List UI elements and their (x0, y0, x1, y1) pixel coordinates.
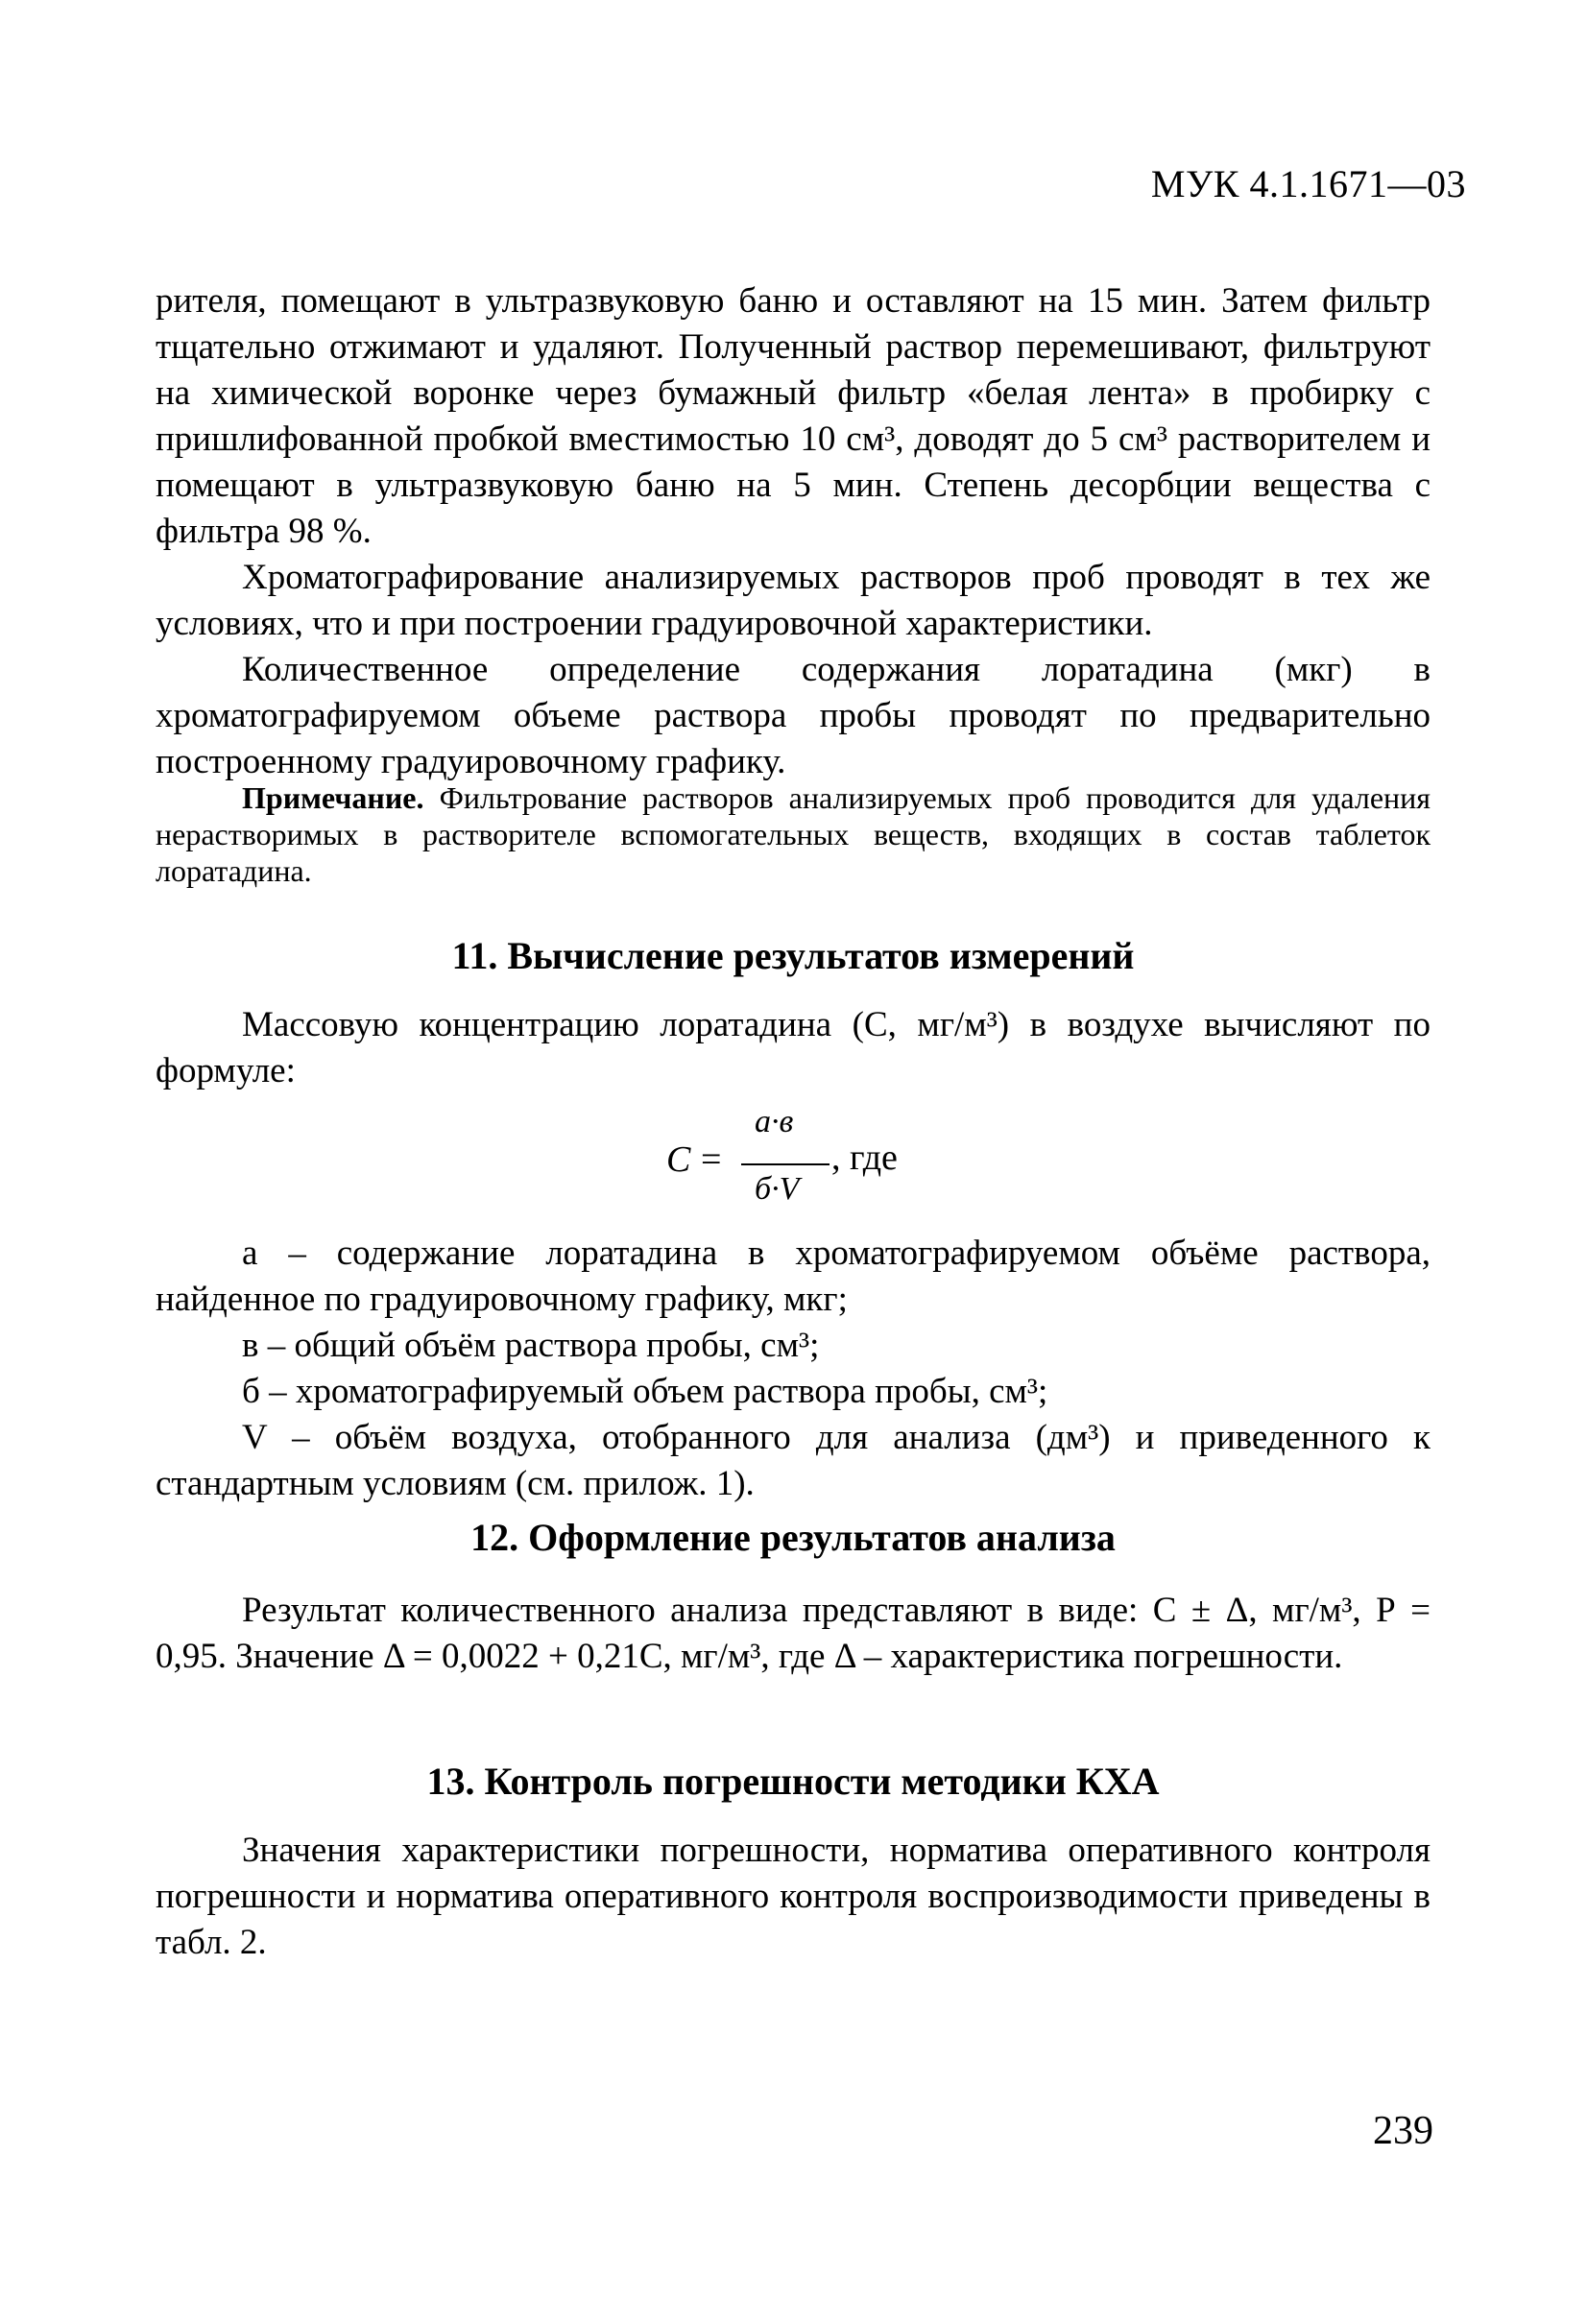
definition-volume: V – объём воздуха, отобранного для анализа (дм³) и приведенного к стандартным условиям (см. прилож. 1). (156, 1418, 1431, 1503)
definition-v: в – общий объём раствора пробы, см³; (242, 1326, 820, 1365)
top-paragraphs (156, 278, 1431, 785)
definition-b: б – хроматографируемый объем раствора пробы, см³; (242, 1372, 1048, 1411)
section-11-title: 11. Вычисление результатов измерений (451, 934, 1135, 977)
section-11-intro: Массовую концентрацию лоратадина (С, мг/м³) в воздухе вычисляют по формуле: (156, 1005, 1431, 1090)
section-11-intro-block (156, 1002, 1431, 1094)
formula-denominator: б·V (755, 1171, 800, 1207)
formula-equals: = (701, 1139, 722, 1180)
note-block (156, 779, 1431, 889)
note-label: Примечание. (242, 780, 424, 815)
definition-a: а – содержание лоратадина в хроматографируемом объёме раствора, найденное по градуировочному графику, мкг; (156, 1234, 1431, 1319)
paragraph-quantification: Количественное определение содержания лоратадина (мкг) в хроматографируемом объеме раствора пробы проводят по предварительно построенному градуировочному графику. (156, 650, 1431, 781)
note-text: Фильтрование растворов анализируемых проб проводится для удаления нерастворимых в растворителе вспомогательных веществ, входящих в состав таблеток лоратадина. (156, 780, 1431, 888)
paragraph-continuation: рителя, помещают в ультразвуковую баню и оставляют на 15 мин. Затем фильтр тщательно отжимают и удаляют. Полученный раствор перемешивают, фильтруют на химической воронке через бумажный фильтр «белая лента» в пробирку с пришлифованной пробкой вместимостью 10 см³, доводят до 5 см³ растворителем и помещают в ультразвуковую баню на 5 мин. Степень десорбции вещества с фильтра 98 %. (156, 281, 1431, 551)
section-12-title: 12. Оформление результатов анализа (470, 1516, 1116, 1559)
section-12-text: Результат количественного анализа представляют в виде: С ± Δ, мг/м³, Р = 0,95. Значение Δ = 0,0022 + 0,21С, мг/м³, где Δ – характеристика погрешности. (156, 1591, 1431, 1676)
fraction-bar (741, 1163, 830, 1165)
document-code-header: МУК 4.1.1671—03 (1150, 162, 1466, 205)
formula-lhs: C (666, 1139, 691, 1180)
formula-definitions (156, 1231, 1431, 1507)
page-number: 239 (1373, 2109, 1433, 2153)
section-13-block (156, 1828, 1431, 1966)
formula-numerator: а·в (755, 1104, 794, 1139)
section-13-text: Значения характеристики погрешности, норматива оперативного контроля погрешности и норматива оперативного контроля воспроизводимости приведены в табл. 2. (156, 1831, 1431, 1962)
concentration-formula (0, 1104, 1587, 1219)
paragraph-chromatography: Хроматографирование анализируемых растворов проб проводят в тех же условиях, что и при построении градуировочной характеристики. (156, 558, 1431, 643)
section-12-block (156, 1588, 1431, 1680)
section-13-title: 13. Контроль погрешности методики КХА (426, 1760, 1160, 1803)
formula-tail: , где (831, 1138, 898, 1178)
